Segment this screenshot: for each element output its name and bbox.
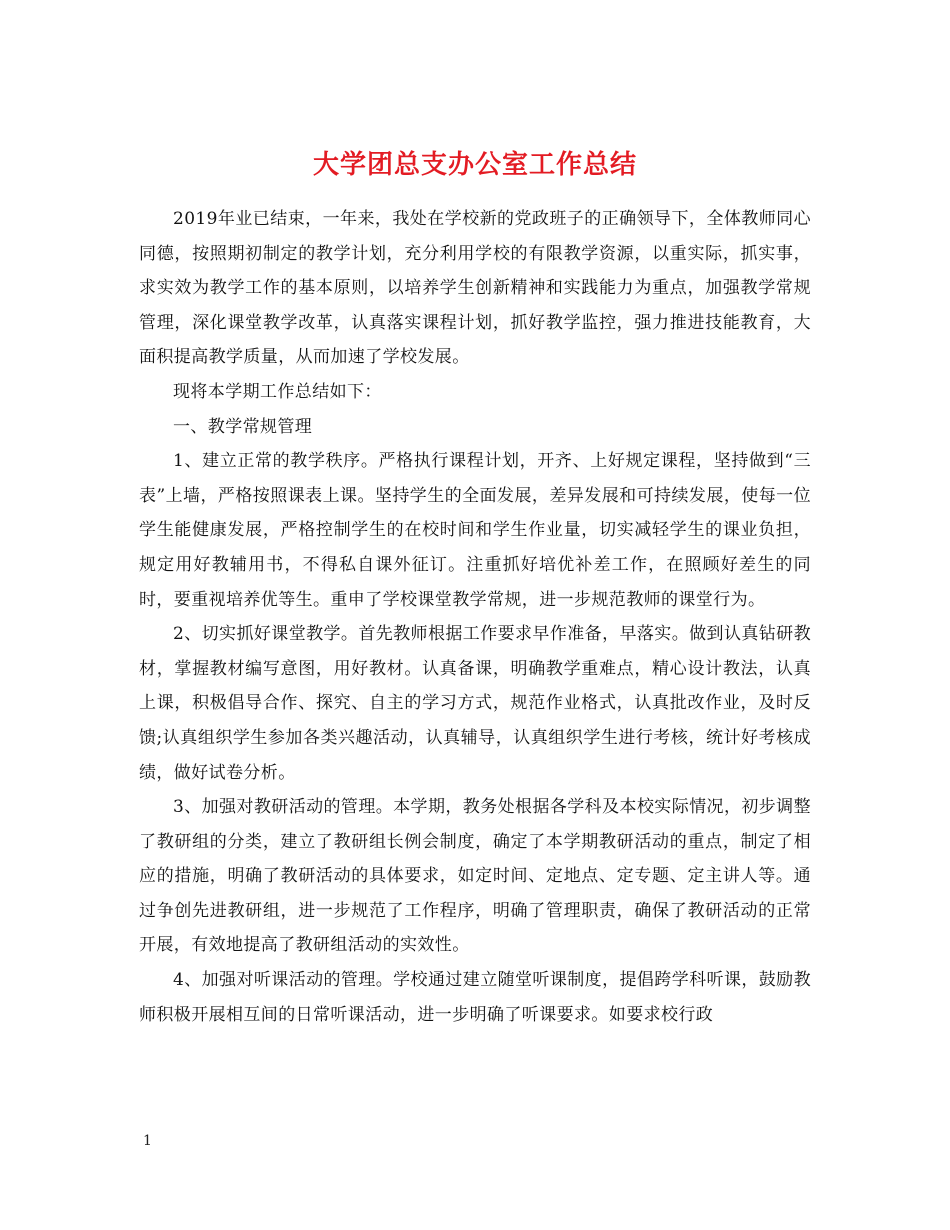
page-number: 1 [143, 1133, 152, 1149]
paragraph-intro: 2019年业已结束，一年来，我处在学校新的党政班子的正确领导下，全体教师同心同德，按照期初制定的教学计划，充分利用学校的有限教学资源，以重实际，抓实事，求实效为教学工作的基本原则，以培养学生创新精神和实践能力为重点，加强教学常规管理，深化课堂教学改革，认真落实课程计划，抓好教学监控，强力推进技能教育，大面积提高教学质量，从而加速了学校发展。 [139, 209, 811, 368]
document-body [139, 202, 811, 1032]
paragraph-item-4: 4、加强对听课活动的管理。学校通过建立随堂听课制度，提倡跨学科听课，鼓励教师积极开展相互间的日常听课活动，进一步明确了听课要求。如要求校行政 [139, 970, 811, 1025]
paragraph-item-1: 1、建立正常的教学秩序。严格执行课程计划，开齐、上好规定课程，坚持做到“三表”上墙，严格按照课表上课。坚持学生的全面发展，差异发展和可持续发展，使每一位学生能健康发展，严格控制学生的在校时间和学生作业量，切实减轻学生的课业负担，规定用好教辅用书，不得私自课外征订。注重抓好培优补差工作，在照顾好差生的同时，要重视培养优等生。重申了学校课堂教学常规，进一步规范教师的课堂行为。 [139, 451, 811, 610]
paragraph-item-3: 3、加强对教研活动的管理。本学期，教务处根据各学科及本校实际情况，初步调整了教研组的分类，建立了教研组长例会制度，确定了本学期教研活动的重点，制定了相应的措施，明确了教研活动的具体要求，如定时间、定地点、定专题、定主讲人等。通过争创先进教研组，进一步规范了工作程序，明确了管理职责，确保了教研活动的正常开展，有效地提高了教研组活动的实效性。 [139, 797, 811, 956]
document-title: 大学团总支办公室工作总结 [312, 150, 637, 181]
section-heading-teaching-routine: 一、教学常规管理 [173, 416, 313, 437]
paragraph-item-2: 2、切实抓好课堂教学。首先教师根据工作要求早作准备，早落实。做到认真钻研教材，掌握教材编写意图，用好教材。认真备课，明确教学重难点，精心设计教法，认真上课，积极倡导合作、探究、自主的学习方式，规范作业格式，认真批改作业，及时反馈;认真组织学生参加各类兴趣活动，认真辅导，认真组织学生进行考核，统计好考核成绩，做好试卷分析。 [139, 624, 811, 783]
paragraph-summary-lead: 现将本学期工作总结如下： [173, 381, 382, 402]
